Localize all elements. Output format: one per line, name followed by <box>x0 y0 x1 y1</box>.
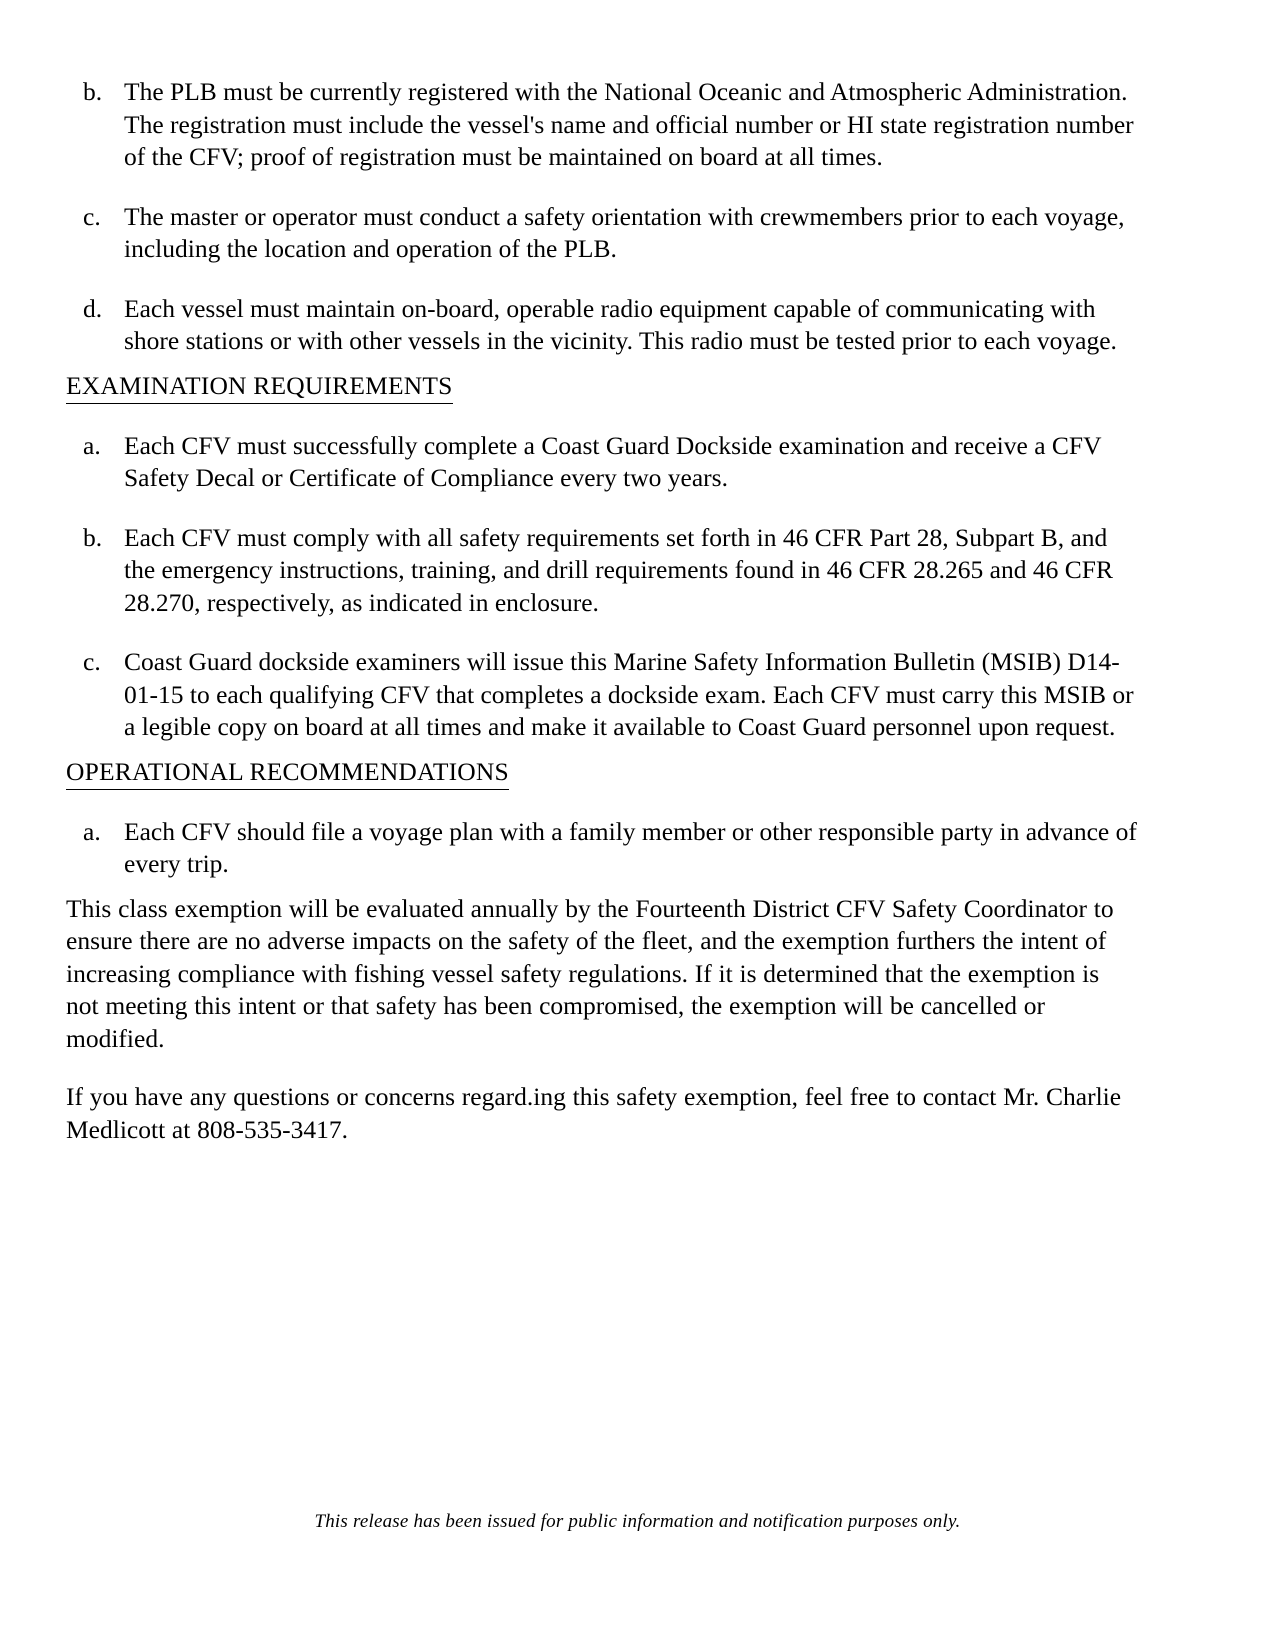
carryover-list <box>66 76 1138 358</box>
section-heading-operational-recommendations: OPERATIONAL RECOMMENDATIONS <box>66 756 509 790</box>
examination-requirements-list <box>66 430 1138 744</box>
operational-recommendations-list <box>66 816 1138 881</box>
list-item <box>66 522 1138 620</box>
page-content <box>66 76 1138 1172</box>
section-heading-examination-requirements: EXAMINATION REQUIREMENTS <box>66 370 453 404</box>
spacer <box>66 744 1138 756</box>
list-item <box>66 201 1138 266</box>
list-marker: d. <box>83 293 103 323</box>
list-item <box>66 816 1138 881</box>
list-item-text: Each CFV must comply with all safety requirements set forth in 46 CFR Part 28, Subpart B, and the emergency instructions, training, and drill requirements found in 46 CFR 28.265 and 46 CFR 28.270, respectively, as indicated in enclosure. <box>124 522 1113 617</box>
list-item <box>66 646 1138 744</box>
list-item <box>66 430 1138 495</box>
list-marker: c. <box>83 201 101 231</box>
list-item <box>66 76 1138 174</box>
operational-recommendations-heading-wrap <box>66 756 1138 790</box>
closing-paragraph-contact: If you have any questions or concerns regard.ing this safety exemption, feel free to contact Mr. Charlie Medlicott at 808-535-3417. <box>66 1082 1122 1144</box>
list-item-text: The master or operator must conduct a safety orientation with crewmembers prior to each voyage, including the location and operation of the PLB. <box>124 201 1125 263</box>
closing-paragraph-evaluation: This class exemption will be evaluated annually by the Fourteenth District CFV Safety Coordinator to ensure there are no adverse impacts on the safety of the fleet, and the exemption furthers the intent of increasing compliance with fishing vessel safety regulations. If it is determined that the exemption is not meeting this intent or that safety has been compromised, the exemption will be cancelled or modified. <box>66 893 1114 1053</box>
footer-text: This release has been issued for public information and notification purposes only. <box>314 1511 961 1532</box>
spacer <box>66 358 1138 370</box>
list-item-text: The PLB must be currently registered with the National Oceanic and Atmospheric Administration. The registration must include the vessel's name and official number or HI state registration number of the CFV; proof of registration must be maintained on board at all times. <box>124 77 1134 171</box>
list-marker: c. <box>83 647 101 676</box>
list-item-text: Coast Guard dockside examiners will issue this Marine Safety Information Bulletin (MSIB) D14-01-15 to each qualifying CFV that completes a dockside exam. Each CFV must carry this MSIB or a legible copy on board at all times and make it available to Coast Guard personnel upon request. <box>124 647 1134 741</box>
list-marker: a. <box>83 430 101 460</box>
list-item-text: Each CFV should file a voyage plan with a family member or other responsible party in advance of every trip. <box>124 816 1137 878</box>
list-marker: a. <box>83 816 101 846</box>
list-item-text: Each CFV must successfully complete a Coast Guard Dockside examination and receive a CFV Safety Decal or Certificate of Compliance every two years. <box>124 430 1102 492</box>
list-item-text: Each vessel must maintain on-board, operable radio equipment capable of communicating with shore stations or with other vessels in the vicinity. This radio must be tested prior to each voyage. <box>124 293 1117 355</box>
list-item <box>66 293 1138 358</box>
list-marker: b. <box>83 77 103 106</box>
spacer <box>66 881 1138 893</box>
examination-requirements-heading-wrap <box>66 370 1138 404</box>
list-marker: b. <box>83 522 103 552</box>
page-footer <box>0 1510 1275 1534</box>
